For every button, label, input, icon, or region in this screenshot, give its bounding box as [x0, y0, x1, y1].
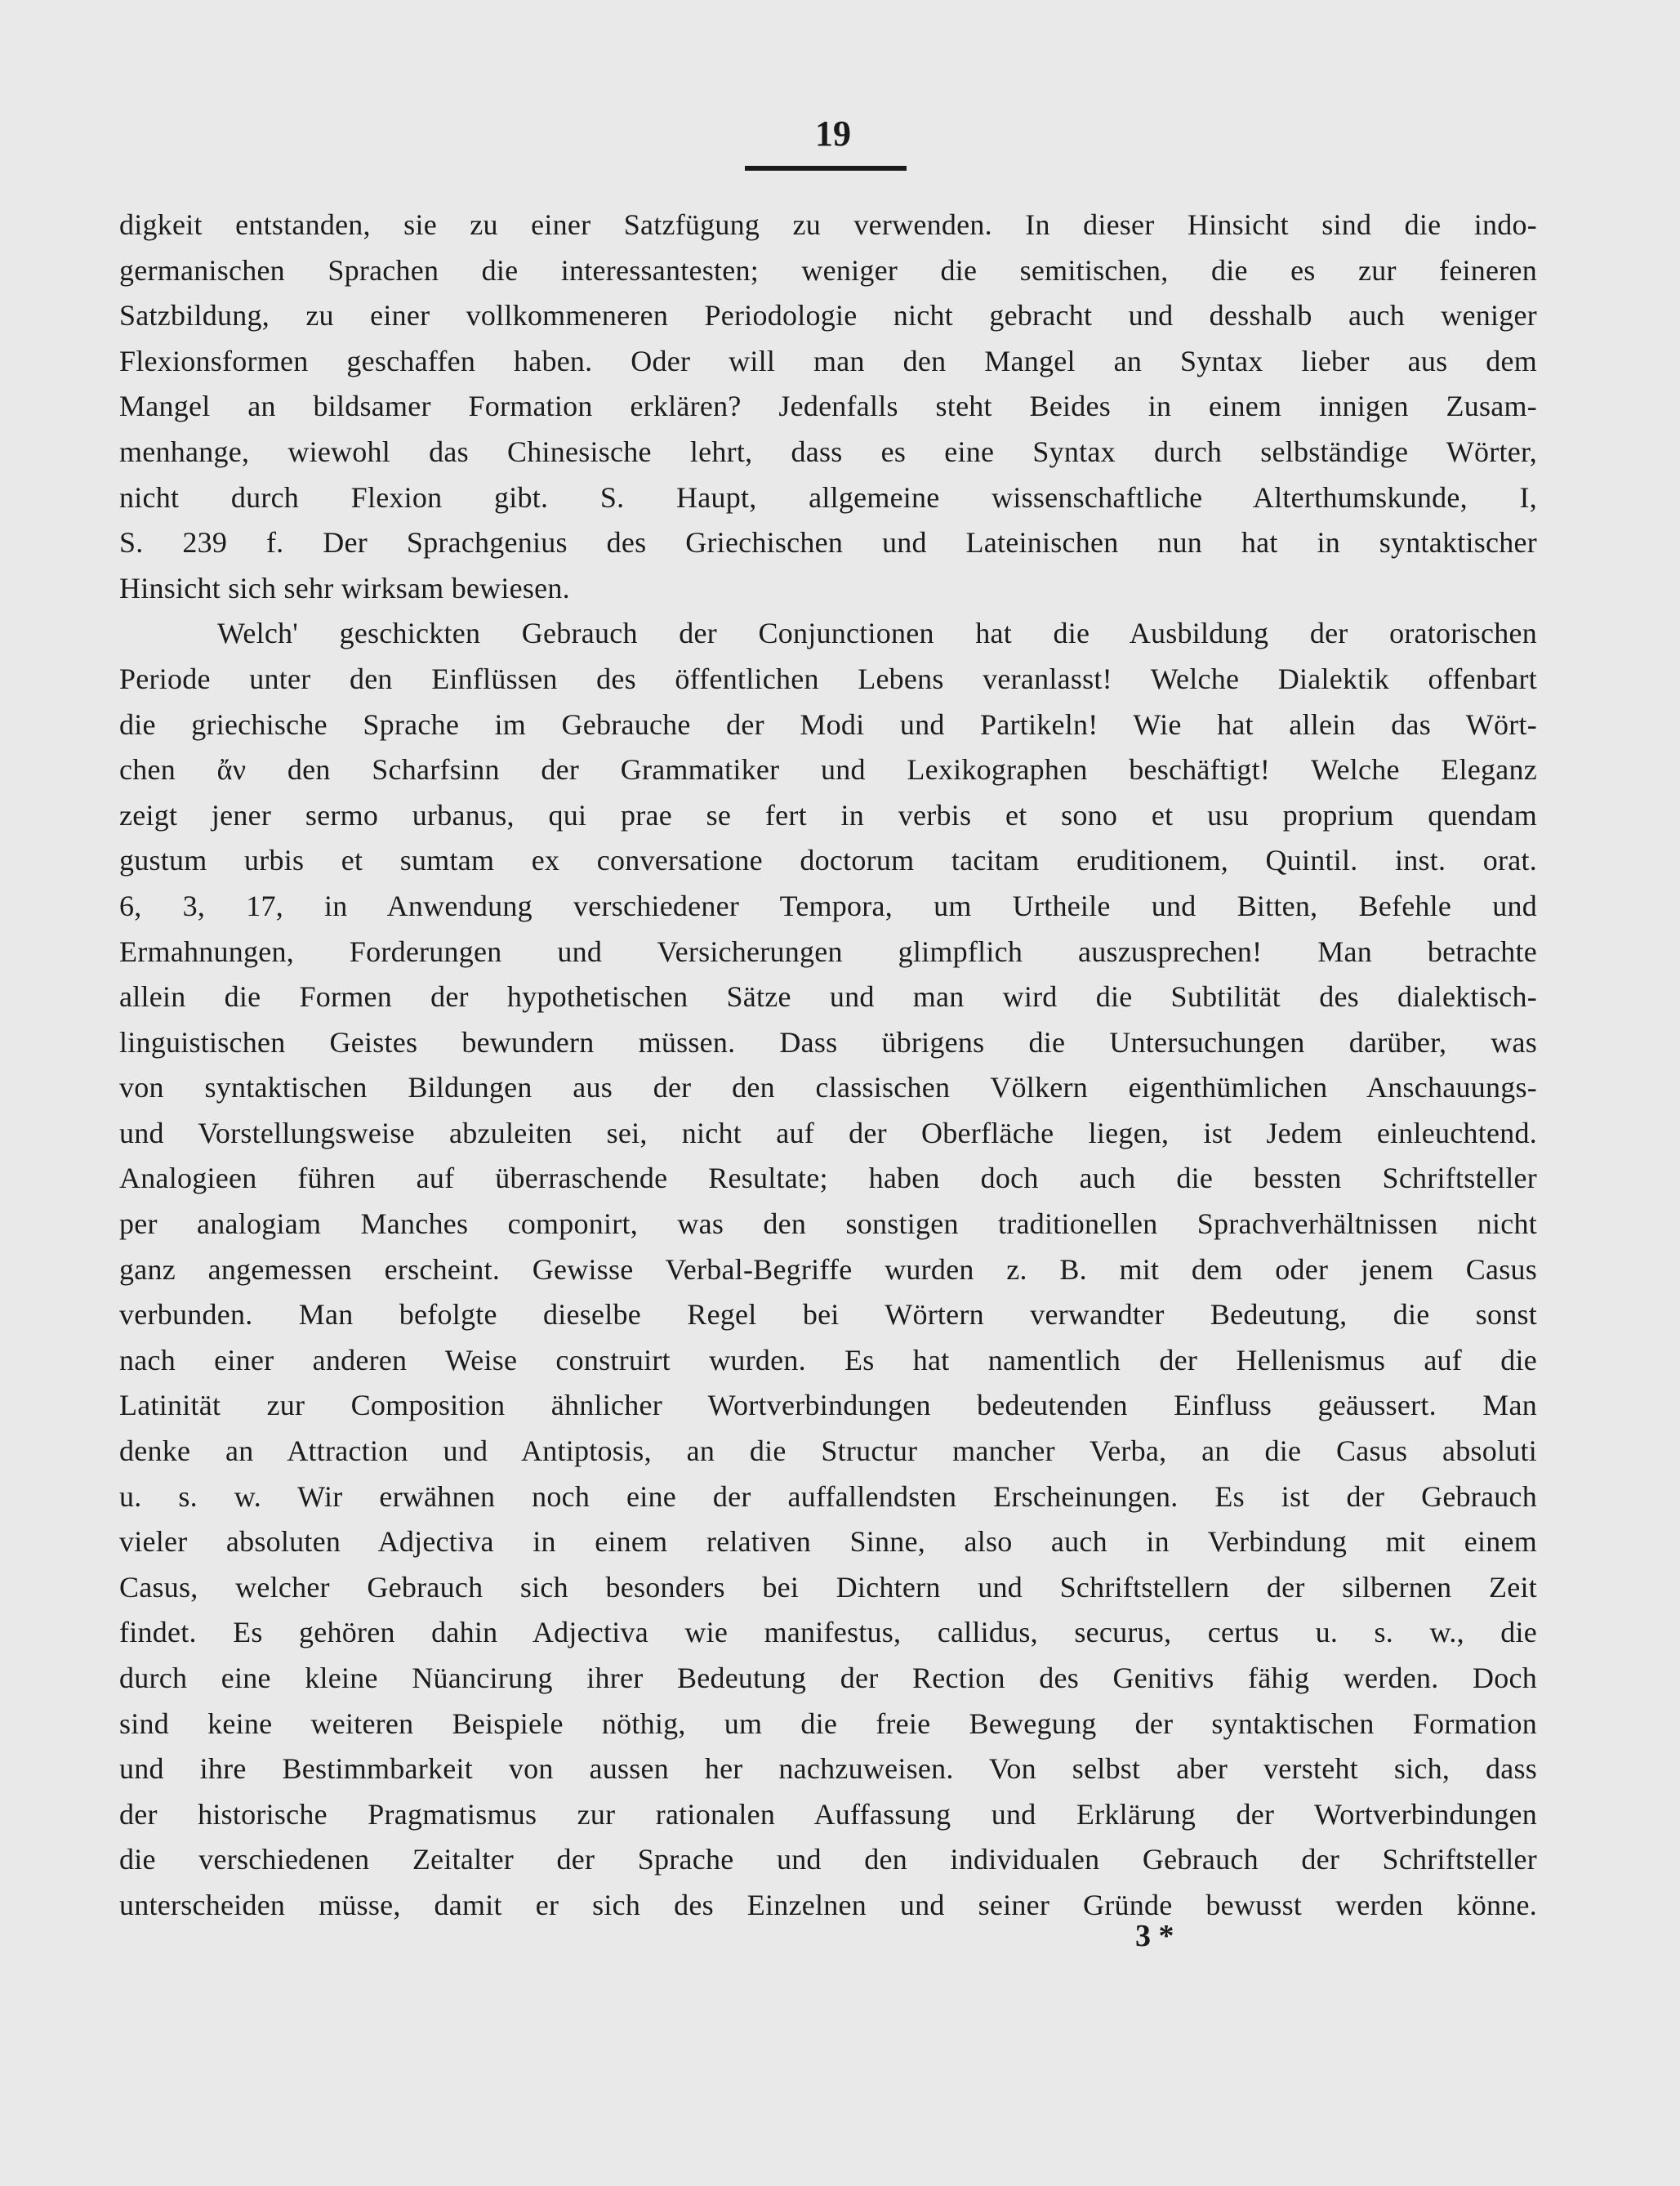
text-line: Latinität zur Composition ähnlicher Wortverbindungen bedeutenden Einfluss geäussert. Man — [119, 1389, 1537, 1422]
signature-mark: 3 * — [1135, 1919, 1174, 1953]
body-text — [119, 203, 1537, 1929]
text-line: Flexionsformen geschaffen haben. Oder will man den Mangel an Syntax lieber aus dem — [119, 344, 1537, 377]
text-line: der historische Pragmatismus zur rationalen Auffassung und Erklärung der Wortverbindungen — [119, 1797, 1537, 1831]
text-line: Hinsicht sich sehr wirksam bewiesen. — [119, 571, 570, 604]
text-line: denke an Attraction und Antiptosis, an die Structur mancher Verba, an die Casus absoluti — [119, 1434, 1537, 1468]
text-line: Analogieen führen auf überraschende Resultate; haben doch auch die bessten Schriftsteller — [119, 1162, 1537, 1195]
text-line: verbunden. Man befolgte dieselbe Regel bei Wörtern verwandter Bedeutung, die sonst — [119, 1298, 1537, 1332]
text-line: Periode unter den Einflüssen des öffentlichen Lebens veranlasst! Welche Dialektik offenbart — [119, 662, 1537, 695]
page-number-rule — [745, 166, 907, 171]
text-line: Satzbildung, zu einer vollkommeneren Periodologie nicht gebracht und desshalb auch weniger — [119, 299, 1537, 332]
text-line: digkeit entstanden, sie zu einer Satzfügung zu verwenden. In dieser Hinsicht sind die indo- — [119, 208, 1537, 241]
text-line: Welch' geschickten Gebrauch der Conjunctionen hat die Ausbildung der oratorischen — [217, 617, 1537, 650]
text-line: vieler absoluten Adjectiva in einem relativen Sinne, also auch in Verbindung mit einem — [119, 1525, 1537, 1559]
text-line: zeigt jener sermo urbanus, qui prae se fert in verbis et sono et usu proprium quendam — [119, 798, 1537, 832]
text-line: Mangel an bildsamer Formation erklären? Jedenfalls steht Beides in einem innigen Zusam- — [119, 390, 1537, 423]
text-line: von syntaktischen Bildungen aus der den classischen Völkern eigenthümlichen Anschauungs- — [119, 1071, 1537, 1104]
text-line: die griechische Sprache im Gebrauche der Modi und Partikeln! Wie hat allein das Wört- — [119, 707, 1537, 741]
text-line: 6, 3, 17, in Anwendung verschiedener Tempora, um Urtheile und Bitten, Befehle und — [119, 889, 1537, 922]
text-line: unterscheiden müsse, damit er sich des Einzelnen und seiner Gründe bewusst werden könne. — [119, 1888, 1537, 1921]
text-line: allein die Formen der hypothetischen Sätze und man wird die Subtilität des dialektisch- — [119, 980, 1537, 1014]
text-line: menhange, wiewohl das Chinesische lehrt, dass es eine Syntax durch selbständige Wörter, — [119, 435, 1537, 468]
text-line: ganz angemessen erscheint. Gewisse Verbal-Begriffe wurden z. B. mit dem oder jenem Casus — [119, 1252, 1537, 1286]
text-line: linguistischen Geistes bewundern müssen. Dass übrigens die Untersuchungen darüber, was — [119, 1025, 1537, 1059]
text-line: germanischen Sprachen die interessantesten; weniger die semitischen, die es zur feineren — [119, 253, 1537, 287]
text-line: und ihre Bestimmbarkeit von aussen her nachzuweisen. Von selbst aber versteht sich, dass — [119, 1752, 1537, 1786]
text-line: durch eine kleine Nüancirung ihrer Bedeutung der Rection des Genitivs fähig werden. Doch — [119, 1662, 1537, 1694]
text-line: Ermahnungen, Forderungen und Versicherungen glimpflich auszusprechen! Man betrachte — [119, 935, 1537, 968]
text-line: nach einer anderen Weise construirt wurden. Es hat namentlich der Hellenismus auf die — [119, 1343, 1537, 1376]
text-line: S. 239 f. Der Sprachgenius des Griechischen und Lateinischen nun hat in syntaktischer — [119, 526, 1537, 560]
text-line: und Vorstellungsweise abzuleiten sei, nicht auf der Oberfläche liegen, ist Jedem einleuchtend. — [119, 1116, 1537, 1149]
text-line: findet. Es gehören dahin Adjectiva wie manifestus, callidus, securus, certus u. s. w., die — [119, 1616, 1537, 1649]
text-line: sind keine weiteren Beispiele nöthig, um die freie Bewegung der syntaktischen Formation — [119, 1706, 1537, 1740]
text-line: gustum urbis et sumtam ex conversatione doctorum tacitam eruditionem, Quintil. inst. orat. — [119, 844, 1537, 877]
text-line: nicht durch Flexion gibt. S. Haupt, allgemeine wissenschaftliche Alterthumskunde, I, — [119, 480, 1537, 514]
text-line: chen ἄν den Scharfsinn der Grammatiker und Lexikographen beschäftigt! Welche Eleganz — [119, 753, 1537, 787]
text-line: per analogiam Manches componirt, was den sonstigen traditionellen Sprachverhältnissen nicht — [119, 1207, 1537, 1241]
text-line: Casus, welcher Gebrauch sich besonders bei Dichtern und Schriftstellern der silbernen Zeit — [119, 1570, 1537, 1604]
text-line: u. s. w. Wir erwähnen noch eine der auffallendsten Erscheinungen. Es ist der Gebrauch — [119, 1479, 1537, 1513]
page-number: 19 — [815, 114, 851, 154]
text-line: die verschiedenen Zeitalter der Sprache und den individualen Gebrauch der Schriftsteller — [119, 1843, 1537, 1876]
